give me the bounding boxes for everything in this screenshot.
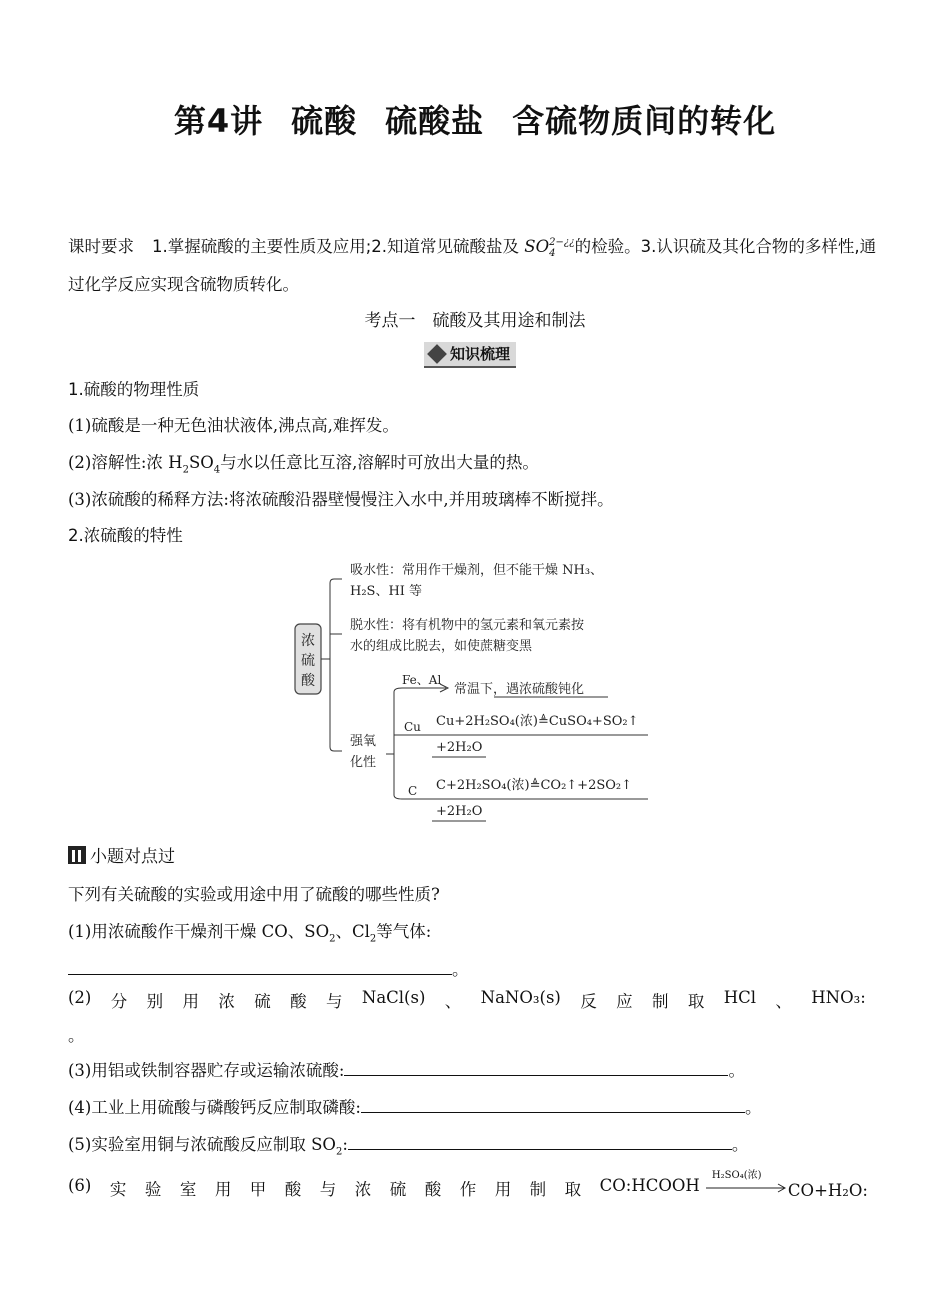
knowledge-badge (424, 342, 516, 368)
question-1: (1)用浓硫酸作干燥剂干燥 CO、$SO_2$、$Cl_2$等气体: (68, 922, 432, 945)
oxid-brace (394, 688, 402, 799)
practice-heading-label: 小题对点过 (90, 847, 175, 867)
answer-4-blank[interactable] (361, 1096, 745, 1113)
physical-item-1: (1)硫酸是一种无色油状液体,沸点高,难挥发。 (68, 416, 399, 435)
question-3: (3)用铝或铁制容器贮存或运输浓硫酸: 。 (68, 1061, 745, 1080)
sulfate-ion: SO 2−¿¿ 4 (524, 236, 575, 259)
cu-label: Cu (404, 720, 421, 734)
diamond-icon (427, 344, 447, 364)
c-equation: C+2H₂SO₄(浓)≜CO₂↑+2SO₂↑ (436, 778, 633, 793)
requirements-text-1: 1.掌握硫酸的主要性质及应用;2.知道常见硫酸盐及 (152, 237, 520, 256)
question-2: (2) 分 别 用 浓 硫 酸 与 NaCl(s) 、 NaNO₃(s) 反 应 制 取 HCl 、 HNO₃: (68, 988, 866, 1011)
question-6-words: (6) 实 验 室 用 甲 酸 与 浓 硫 酸 作 用 制 取 CO:HCOOH (68, 1176, 700, 1199)
dehydrate-text-1: 脱水性：将有机物中的氢元素和氧元素按 (350, 618, 585, 633)
absorb-text-2: H₂S、HI 等 (350, 584, 423, 599)
cu-equation: Cu+2H₂SO₄(浓)≜CuSO₄+SO₂↑ (436, 714, 639, 729)
dehydrate-text-2: 水的组成比脱去，如使蔗糖变黑 (350, 639, 533, 654)
question-4: (4)工业上用硫酸与磷酸钙反应制取磷酸: 。 (68, 1098, 762, 1117)
arrow-icon (704, 1166, 788, 1200)
question-5: (5)实验室用铜与浓硫酸反应制取 $SO_2$: 。 (68, 1135, 749, 1158)
properties-heading: 2.浓硫酸的特性 (68, 526, 183, 545)
physical-item-3: (3)浓硫酸的稀释方法:将浓硫酸沿器壁慢慢注入水中,并用玻璃棒不断搅拌。 (68, 490, 614, 509)
page-title (0, 96, 950, 142)
knowledge-badge-label: 知识梳理 (450, 345, 511, 363)
absorb-text-1: 吸水性：常用作干燥剂，但不能干燥 NH₃、 (350, 563, 604, 578)
requirements-label: 课时要求 (68, 237, 134, 256)
question-6-tail: CO+H₂O: (787, 1181, 868, 1200)
reaction-arrow (704, 1166, 788, 1200)
fe-al-label: Fe、Al (402, 673, 442, 687)
main-brace (330, 579, 342, 751)
fe-al-text: 常温下，遇浓硫酸钝化 (454, 682, 585, 697)
title-sulfuric-acid: 硫酸 (291, 102, 358, 140)
physical-heading: 1.硫酸的物理性质 (68, 380, 200, 399)
answer-1-line: 。 (68, 956, 469, 980)
properties-diagram (290, 555, 670, 830)
practice-icon (68, 846, 86, 864)
c-label: C (408, 784, 418, 798)
oxid-text-1: 强氧 (350, 734, 377, 749)
course-requirements (68, 228, 888, 304)
title-conversion: 含硫物质间的转化 (512, 102, 777, 140)
physical-item-2: (2)溶解性:浓 $H_2SO_4$与水以任意比互溶,溶解时可放出大量的热。 (68, 453, 539, 476)
cu-equation-2: +2H₂O (436, 740, 483, 755)
answer-5-blank[interactable] (348, 1133, 732, 1150)
c-equation-2: +2H₂O (436, 804, 483, 819)
section-heading: 考点一 硫酸及其用途和制法 (364, 311, 586, 331)
reaction-arrow-label: H₂SO₄(浓) (711, 1170, 762, 1181)
root-char-2: 硫 (301, 653, 315, 669)
answer-3-blank[interactable] (344, 1059, 728, 1076)
properties-diagram-svg (290, 555, 670, 830)
root-char-3: 酸 (301, 673, 315, 689)
requirements-text-2: 的检验。3.认识硫及其化合物的多样性,通过化学反应实现含硫物质转化。 (68, 237, 877, 294)
title-sulfates: 硫酸盐 (385, 102, 485, 140)
answer-2-period: 。 (68, 1026, 85, 1045)
oxid-text-2: 化性 (350, 755, 377, 770)
practice-intro: 下列有关硫酸的实验或用途中用了硫酸的哪些性质? (68, 885, 440, 904)
practice-heading (68, 842, 175, 867)
answer-1-blank[interactable] (68, 958, 452, 975)
title-lecture: 第4讲 (173, 102, 264, 140)
question-6 (68, 1166, 868, 1200)
root-char-1: 浓 (301, 633, 315, 649)
